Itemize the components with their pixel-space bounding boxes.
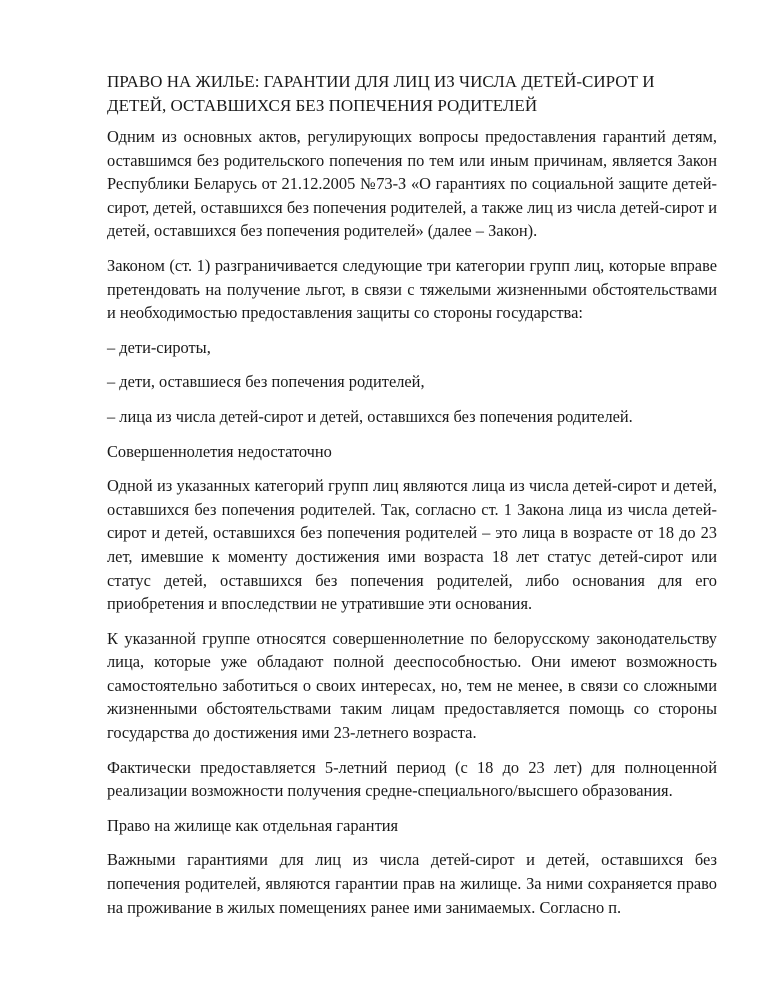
paragraph-adults: К указанной группе относятся совершеннолетние по белорусскому законодательству лица, которые уже обладают полной дееспособностью. Они имеют возможность самостоятельно заботиться о своих интересах, но, тем не менее, в связи со сложными жизненными обстоятельствами таким лицам предоставляется помощь со стороны государства до достижения ими 23-летнего возраста. [107,628,717,743]
subheading-adulthood: Совершеннолетия недостаточно [107,441,332,461]
paragraph-intro: Одним из основных актов, регулирующих вопросы предоставления гарантий детям, оставшимся без родительского попечения по тем или иным причинам, является Закон Республики Беларусь от 21.12.2005 №73-З «О гарантиях по социальной защите детей-сирот, детей, оставшихся без попечения родителей, а также лиц из числа детей-сирот и детей, оставшихся без попечения родителей» (далее – Закон). [107,127,717,241]
list-item-persons-from-orphans: – лица из числа детей-сирот и детей, оставшихся без попечения родителей. [107,406,633,426]
document-title: ПРАВО НА ЖИЛЬЕ: ГАРАНТИИ ДЛЯ ЛИЦ ИЗ ЧИСЛА ДЕТЕЙ-СИРОТ И ДЕТЕЙ, ОСТАВШИХСЯ БЕЗ ПОПЕЧЕНИЯ РОДИТЕЛЕЙ [107,72,655,115]
list-item-orphans: – дети-сироты, [107,337,211,357]
paragraph-definition: Одной из указанных категорий групп лиц являются лица из числа детей-сирот и детей, оставшихся без попечения родителей. Так, согласно ст. 1 Закона лица из числа детей-сирот и детей, оставшихся без попечения родителей – это лица в возрасте от 18 до 23 лет, имевшие к моменту достижения ими возраста 18 лет статус детей-сирот или статус детей, оставшихся без попечения родителей, либо основания для его приобретения и впоследствии не утратившие эти основания. [107,476,717,614]
paragraph-five-year-period: Фактически предоставляется 5-летний период (с 18 до 23 лет) для полноценной реализации возможности получения средне-специального/высшего образования. [107,757,717,801]
paragraph-housing-guarantees: Важными гарантиями для лиц из числа детей-сирот и детей, оставшихся без попечения родителей, являются гарантии прав на жилище. За ними сохраняется право на проживание в жилых помещениях ранее ими занимаемых. Согласно п. [107,850,717,917]
paragraph-categories: Законом (ст. 1) разграничивается следующие три категории групп лиц, которые вправе претендовать на получение льгот, в связи с тяжелыми жизненными обстоятельствами и необходимостью предоставления защиты со стороны государства: [107,255,717,323]
subheading-housing-right: Право на жилище как отдельная гарантия [107,815,399,835]
document-page [107,70,717,930]
list-item-without-care: – дети, оставшиеся без попечения родителей, [107,372,425,392]
